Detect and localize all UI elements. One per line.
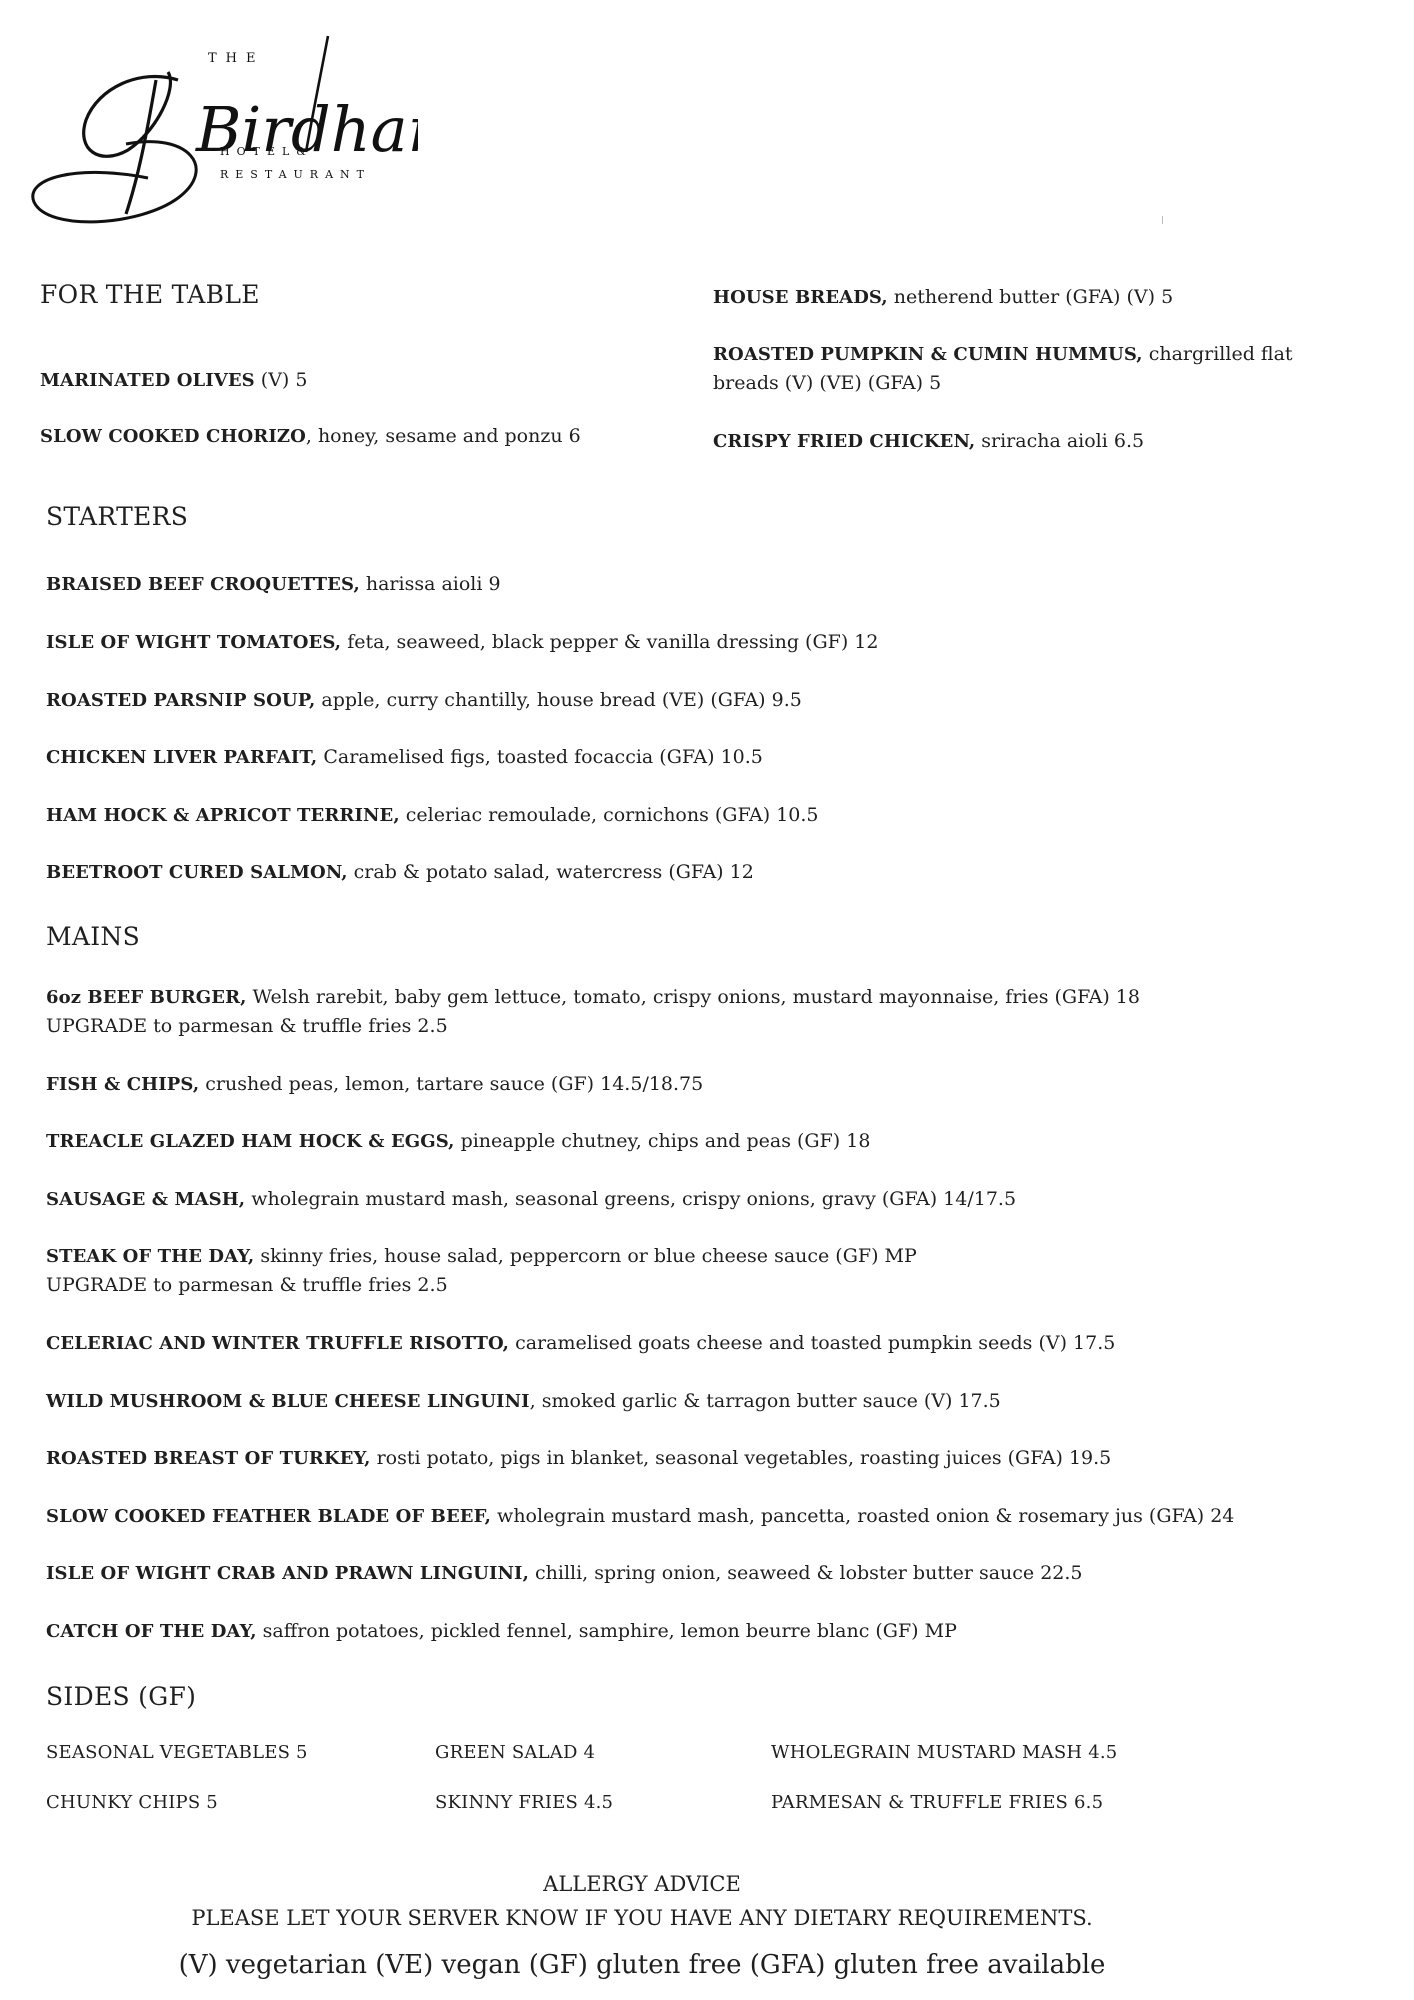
item-desc: sriracha aioli 6.5 <box>975 430 1145 452</box>
item-name: CHICKEN LIVER PARFAIT, <box>46 747 318 768</box>
item-desc: wholegrain mustard mash, pancetta, roasted onion & rosemary jus (GFA) 24 <box>491 1505 1235 1527</box>
allergy-message: PLEASE LET YOUR SERVER KNOW IF YOU HAVE ANY DIETARY REQUIREMENTS. <box>191 1906 1093 1930</box>
menu-item <box>713 283 1173 312</box>
menu-item <box>46 801 819 830</box>
mains-heading: MAINS <box>46 922 141 951</box>
side-item: WHOLEGRAIN MUSTARD MASH 4.5 <box>771 1742 1118 1763</box>
item-desc: saffron potatoes, pickled fennel, samphire, lemon beurre blanc (GF) MP <box>256 1620 957 1642</box>
item-name: ISLE OF WIGHT TOMATOES, <box>46 632 342 653</box>
sides-heading-text: SIDES <box>46 1682 130 1711</box>
item-desc: crab & potato salad, watercress (GFA) 12 <box>347 861 754 883</box>
menu-item <box>46 686 802 715</box>
item-desc: pineapple chutney, chips and peas (GF) 18 <box>454 1130 871 1152</box>
menu-item <box>46 1185 1016 1214</box>
item-name: STEAK OF THE DAY, <box>46 1246 255 1267</box>
menu-item <box>46 628 878 657</box>
logo-hotel: HOTEL& <box>220 145 314 158</box>
menu-item <box>713 427 1144 456</box>
item-name: CELERIAC AND WINTER TRUFFLE RISOTTO, <box>46 1333 510 1354</box>
menu-item <box>46 1444 1111 1473</box>
item-name: SAUSAGE & MASH, <box>46 1189 246 1210</box>
item-desc: netherend butter (GFA) (V) 5 <box>887 286 1174 308</box>
item-name: SLOW COOKED FEATHER BLADE OF BEEF, <box>46 1506 492 1527</box>
item-desc: chilli, spring onion, seaweed & lobster butter sauce 22.5 <box>528 1562 1083 1584</box>
item-name: ROASTED PUMPKIN & CUMIN HUMMUS, <box>713 344 1143 365</box>
item-desc: skinny fries, house salad, peppercorn or blue cheese sauce (GF) MP <box>254 1245 917 1267</box>
side-item: SEASONAL VEGETABLES 5 <box>46 1742 308 1763</box>
page-mark <box>1162 216 1163 224</box>
item-name: WILD MUSHROOM & BLUE CHEESE LINGUINI <box>46 1391 530 1412</box>
item-desc: caramelised goats cheese and toasted pumpkin seeds (V) 17.5 <box>509 1332 1116 1354</box>
menu-item <box>46 858 754 887</box>
menu-item <box>46 570 501 599</box>
item-desc: chargrilled flat <box>1142 343 1293 365</box>
sides-heading <box>46 1682 196 1711</box>
item-name: ROASTED BREAST OF TURKEY, <box>46 1448 371 1469</box>
side-item: PARMESAN & TRUFFLE FRIES 6.5 <box>771 1792 1104 1813</box>
menu-item <box>46 1387 1001 1416</box>
item-name: 6oz BEEF BURGER, <box>46 987 247 1008</box>
item-name: ISLE OF WIGHT CRAB AND PRAWN LINGUINI, <box>46 1563 529 1584</box>
item-desc: harissa aioli 9 <box>359 573 501 595</box>
item-name: SLOW COOKED CHORIZO <box>40 426 306 447</box>
item-desc: apple, curry chantilly, house bread (VE) (GFA) 9.5 <box>315 689 802 711</box>
item-desc: celeriac remoulade, cornichons (GFA) 10.5 <box>399 804 819 826</box>
item-name: CRISPY FRIED CHICKEN, <box>713 431 976 452</box>
item-desc: , honey, sesame and ponzu 6 <box>305 425 581 447</box>
item-desc: (V) 5 <box>254 369 308 391</box>
dietary-key: (V) vegetarian (VE) vegan (GF) gluten free (GFA) gluten free available <box>178 1950 1106 1980</box>
item-name: FISH & CHIPS, <box>46 1074 200 1095</box>
item-name: BRAISED BEEF CROQUETTES, <box>46 574 360 595</box>
starters-heading: STARTERS <box>46 502 189 531</box>
menu-item <box>46 1502 1234 1531</box>
logo-script: Birdha <box>196 93 408 166</box>
item-desc: crushed peas, lemon, tartare sauce (GF) 14.5/18.75 <box>199 1073 704 1095</box>
menu-item <box>46 1127 870 1156</box>
menu-item <box>40 422 581 451</box>
menu-item <box>46 1559 1083 1588</box>
menu-item <box>40 366 307 395</box>
menu-item <box>46 1617 957 1646</box>
menu-item <box>46 983 1140 1041</box>
menu-item <box>46 1242 917 1300</box>
item-name: HOUSE BREADS, <box>713 287 888 308</box>
allergy-title: ALLERGY ADVICE <box>543 1872 741 1896</box>
item-name: TREACLE GLAZED HAM HOCK & EGGS, <box>46 1131 455 1152</box>
item-name: MARINATED OLIVES <box>40 370 255 391</box>
item-desc: Welsh rarebit, baby gem lettuce, tomato, crispy onions, mustard mayonnaise, fries (GFA) 18 <box>246 986 1140 1008</box>
logo-the: THE <box>208 51 265 66</box>
item-desc: , smoked garlic & tarragon butter sauce (V) 17.5 <box>529 1390 1001 1412</box>
item-name: CATCH OF THE DAY, <box>46 1621 257 1642</box>
item-name: ROASTED PARSNIP SOUP, <box>46 690 316 711</box>
item-upgrade: UPGRADE to parmesan & truffle fries 2.5 <box>46 1015 448 1037</box>
menu-item <box>46 1329 1115 1358</box>
item-desc: feta, seaweed, black pepper & vanilla dressing (GF) 12 <box>341 631 879 653</box>
logo-restaurant: RESTAURANT <box>220 168 371 181</box>
item-desc: wholegrain mustard mash, seasonal greens, crispy onions, gravy (GFA) 14/17.5 <box>245 1188 1017 1210</box>
birdham-logo <box>28 28 418 228</box>
side-item: SKINNY FRIES 4.5 <box>435 1792 614 1813</box>
item-name: BEETROOT CURED SALMON, <box>46 862 348 883</box>
item-desc: Caramelised figs, toasted focaccia (GFA) 10.5 <box>317 746 763 768</box>
for-the-table-heading: FOR THE TABLE <box>40 280 260 309</box>
sides-heading-suffix: (GF) <box>129 1682 197 1711</box>
side-item: GREEN SALAD 4 <box>435 1742 596 1763</box>
item-name: HAM HOCK & APRICOT TERRINE, <box>46 805 400 826</box>
menu-item <box>46 1070 703 1099</box>
item-desc: rosti potato, pigs in blanket, seasonal vegetables, roasting juices (GFA) 19.5 <box>370 1447 1112 1469</box>
side-item: CHUNKY CHIPS 5 <box>46 1792 218 1813</box>
item-desc-line2: breads (V) (VE) (GFA) 5 <box>713 372 942 394</box>
item-upgrade: UPGRADE to parmesan & truffle fries 2.5 <box>46 1274 448 1296</box>
menu-item <box>46 743 763 772</box>
menu-item <box>713 340 1293 398</box>
